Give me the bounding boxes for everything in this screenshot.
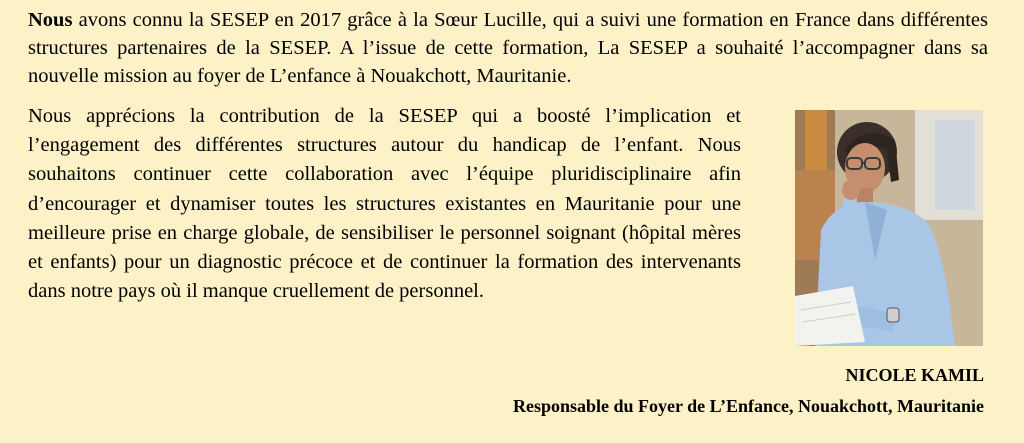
testimonial-paragraph: Nous apprécions la contribution de la SESEP qui a boosté l’implication et l’engagement des différentes structures autour du handicap de l’enfant. Nous souhaitons continuer cette collaboration avec l’équipe pluridisciplinaire afin d’encourager et dynamiser toutes les structures existantes en Mauritanie pour une meilleure prise en charge globale, de sensibiliser le personnel soignant (hôpital mères et enfants) pour un diagnostic précoce et de continuer la formation des intervenants dans notre pays où il manque cruellement de personnel.	[28, 105, 741, 303]
signature-role: Responsable du Foyer de L’Enfance, Nouakchott, Mauritanie	[512, 396, 984, 416]
intro-paragraph	[28, 6, 988, 90]
intro-lead-word: Nous	[28, 9, 73, 31]
portrait-photo	[795, 110, 983, 346]
intro-text: avons connu la SESEP en 2017 grâce à la Sœur Lucille, qui a suivi une formation en France dans différentes structures partenaires de la SESEP. A l’issue de cette formation, La SESEP a souhaité l’accompagner dans sa nouvelle mission au foyer de L’enfance à Nouakchott, Mauritanie.	[28, 9, 988, 87]
signature-name: NICOLE KAMIL	[845, 365, 984, 385]
